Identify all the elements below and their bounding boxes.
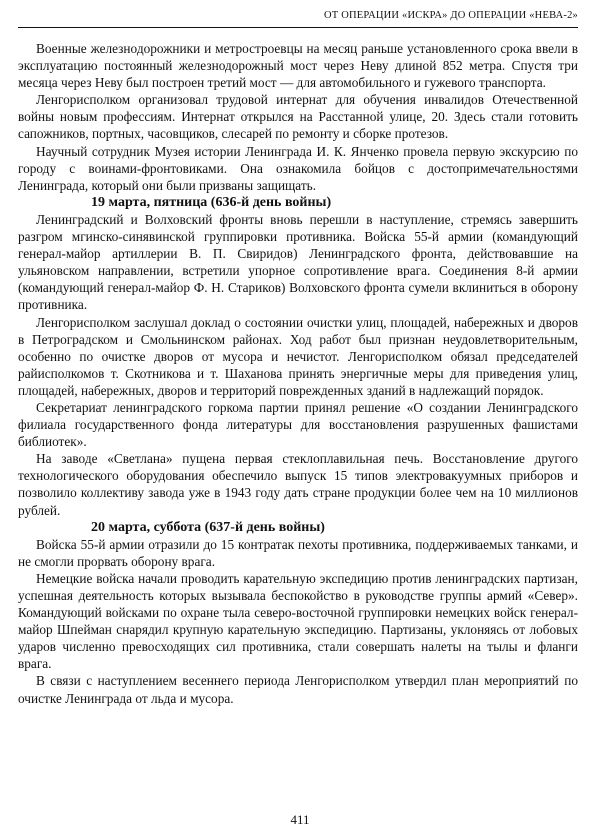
paragraph: Военные железнодорожники и метростроевцы на месяц раньше установленного срока ввели в эксплуатацию постоянный железнодорожный мост через Неву длиной 852 метра. Спустя три месяца через Неву был построен третий мост — для автомобильного и гужевого транспорта. [18,41,578,91]
paragraph: Немецкие войска начали проводить карательную экспедицию против ленинградских партизан, успешная деятельность которых вызывала беспокойство в руководстве группы армий «Север». Командующий войсками по охране тыла северо-восточной группировки немецких войск генерал-майор Шпейман снарядил крупную карательную экспедицию. Партизаны, уклоняясь от лобовых ударов численно превосходящих сил противника, стали совершать налеты на тылы и фланги врага. [18,570,578,672]
paragraph: На заводе «Светлана» пущена первая стеклоплавильная печь. Восстановление другого технологического оборудования обеспечило выпуск 15 типов электровакуумных приборов и позволило коллективу завода уже в 1943 году дать стране продукции более чем на 10 миллионов рублей. [18,451,578,518]
paragraph: В связи с наступлением весеннего периода Ленгорисполком утвердил план мероприятий по очистке Ленинграда от льда и мусора. [18,673,578,706]
page-number: 411 [290,812,310,827]
paragraph: Ленгорисполком заслушал доклад о состоянии очистки улиц, площадей, набережных и дворов в Петроградском и Смольнинском районах. Ход работ был признан неудовлетворительным, особенно по очистке дворов от мусора и нечистот. Ленгорисполком обязал председателей райисполкомов т. Скотникова и т. Шаханова принять энергичные меры для приведения улиц, площадей, набережных, дворов и территорий поврежденных зданий в надлежащий порядок. [18,314,578,398]
paragraph: Войска 55-й армии отразили до 15 контратак пехоты противника, поддерживаемых танками, и не смогли прорвать оборону врага. [18,536,578,569]
paragraph: Научный сотрудник Музея истории Ленинграда И. К. Янченко провела первую экскурсию по городу с воинами-фронтовиками. Она ознакомила бойцов с достопримечательностями Ленинграда, который они были призваны защищать. [18,143,578,193]
paragraph: Ленинградский и Волховский фронты вновь перешли в наступление, стремясь завершить разгром мгинско-синявинской группировки противника. Войска 55-й армии (командующий генерал-майор артиллерии В. П. Свиридов) Ленинградского фронта, действовавшие на ульяновском направлении, встретили упорное сопротивление врага. Соединения 8-й армии (командующий генерал-майор Ф. Н. Стариков) Волховского фронта сумели вклиниться в оборону противника. [18,211,578,313]
paragraph: Секретариат ленинградского горкома партии принял решение «О создании Ленинградского филиала государственного фонда литературы для восстановления разрушенных фашистами библиотек». [18,399,578,450]
header-rule [18,27,578,28]
running-head: ОТ ОПЕРАЦИИ «ИСКРА» ДО ОПЕРАЦИИ «НЕВА-2» [323,10,578,21]
page-body [18,40,578,707]
section-heading-march-19: 19 марта, пятница (636-й день войны) [91,194,332,210]
section-heading-march-20: 20 марта, суббота (637-й день войны) [91,519,325,535]
paragraph: Ленгорисполком организовал трудовой интернат для обучения инвалидов Отечественной войны новым профессиям. Интернат открылся на Расстанной улице, 20. Здесь стали готовить сапожников, портных, часовщиков, слесарей по ремонту и сборке протезов. [18,92,578,142]
